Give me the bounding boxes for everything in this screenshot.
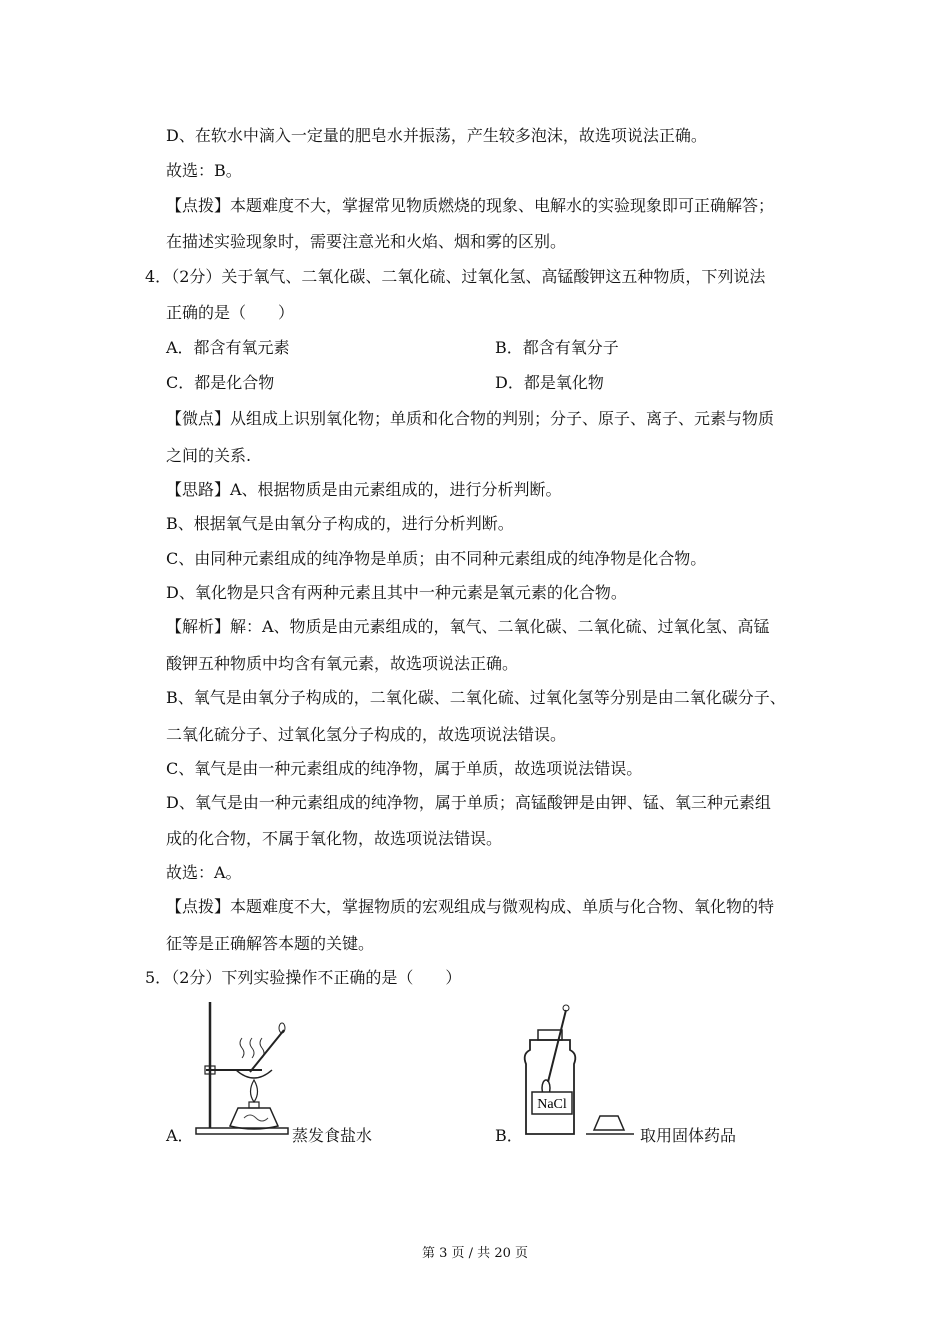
q5-option-a-caption: 蒸发食盐水 xyxy=(292,1126,373,1145)
q4-stem-line-2: 正确的是（ ） xyxy=(166,303,295,322)
q5-option-a-letter: A． xyxy=(166,1126,194,1145)
evaporating-dish xyxy=(236,1070,272,1078)
q4-analysis-line-6: D、氧气是由一种元素组成的纯净物，属于单质；高锰酸钾是由钾、锰、氧三种元素组 xyxy=(166,793,771,812)
q4-point-line-2: 之间的关系. xyxy=(166,446,252,465)
q4-tip-line-1: 【点拨】本题难度不大，掌握物质的宏观组成与微观构成、单质与化合物、氧化物的特 xyxy=(166,897,775,916)
q4-stem-line-1 xyxy=(145,267,765,287)
q4-option-a: A．都含有氧元素 xyxy=(166,338,290,357)
medicine-spoon xyxy=(548,1010,566,1082)
bottle-label-text: NaCl xyxy=(537,1097,567,1112)
q5-stem-line xyxy=(145,968,461,988)
q4-analysis-line-7: 成的化合物，不属于氧化物，故选项说法错误。 xyxy=(166,829,503,848)
flame xyxy=(251,1080,258,1102)
q4-idea-line-2: B、根据氧气是由氧分子构成的，进行分析判断。 xyxy=(166,514,514,533)
prev-answer: 故选：B。 xyxy=(166,161,242,180)
q4-idea-line-4: D、氧化物是只含有两种元素且其中一种元素是氧元素的化合物。 xyxy=(166,583,627,602)
q4-analysis-line-3: B、氧气是由氧分子构成的，二氧化碳、二氧化硫、过氧化氢等分别是由二氧化碳分子、 xyxy=(166,688,786,707)
q4-stem-text: （2分）关于氧气、二氧化碳、二氧化硫、过氧化氢、高锰酸钾这五种物质，下列说法 xyxy=(171,267,766,286)
solid-reagent-figure xyxy=(518,1004,638,1140)
prev-option-d: D、在软水中滴入一定量的肥皂水并振荡，产生较多泡沫，故选项说法正确。 xyxy=(166,126,707,145)
q5-stem-text: （2分）下列实验操作不正确的是（ ） xyxy=(171,968,462,987)
q4-idea-line-1: 【思路】A、根据物质是由元素组成的，进行分析判断。 xyxy=(166,480,562,499)
q4-answer: 故选：A。 xyxy=(166,863,242,882)
q4-option-b: B．都含有氧分子 xyxy=(495,338,619,357)
alcohol-lamp xyxy=(230,1108,278,1129)
q4-option-c: C．都是化合物 xyxy=(166,373,275,392)
q4-analysis-line-1: 【解析】解：A、物质是由元素组成的，氧气、二氧化碳、二氧化硫、过氧化氢、高锰 xyxy=(166,617,770,636)
q4-idea-line-3: C、由同种元素组成的纯净物是单质；由不同种元素组成的纯净物是化合物。 xyxy=(166,549,707,568)
q4-analysis-line-5: C、氧气是由一种元素组成的纯净物，属于单质，故选项说法错误。 xyxy=(166,759,643,778)
q4-number: 4． xyxy=(145,267,172,286)
q4-analysis-line-2: 酸钾五种物质中均含有氧元素，故选项说法正确。 xyxy=(166,654,519,673)
q4-tip-line-2: 征等是正确解答本题的关键。 xyxy=(166,934,375,953)
prev-tip-line-1: 【点拨】本题难度不大，掌握常见物质燃烧的现象、电解水的实验现象即可正确解答； xyxy=(166,196,775,215)
q5-option-b-caption: 取用固体药品 xyxy=(640,1126,737,1145)
page-footer: 第 3 页 / 共 20 页 xyxy=(422,1246,528,1261)
q5-option-b-letter: B． xyxy=(495,1126,523,1145)
q4-point-line-1: 【微点】从组成上识别氧化物；单质和化合物的判别；分子、原子、离子、元素与物质 xyxy=(166,409,775,428)
prev-tip-line-2: 在描述实验现象时，需要注意光和火焰、烟和雾的区别。 xyxy=(166,232,567,251)
steam-wisp xyxy=(240,1038,244,1058)
glass-rod xyxy=(250,1030,284,1072)
lamp-fuel xyxy=(244,1115,268,1121)
q4-analysis-line-4: 二氧化硫分子、过氧化氢分子构成的，故选项说法错误。 xyxy=(166,725,567,744)
q4-option-d: D．都是氧化物 xyxy=(495,373,604,392)
inverted-stopper xyxy=(594,1116,624,1130)
evaporation-apparatus-figure xyxy=(192,998,292,1140)
steam-wisp xyxy=(250,1038,254,1058)
q5-number: 5． xyxy=(145,968,172,987)
